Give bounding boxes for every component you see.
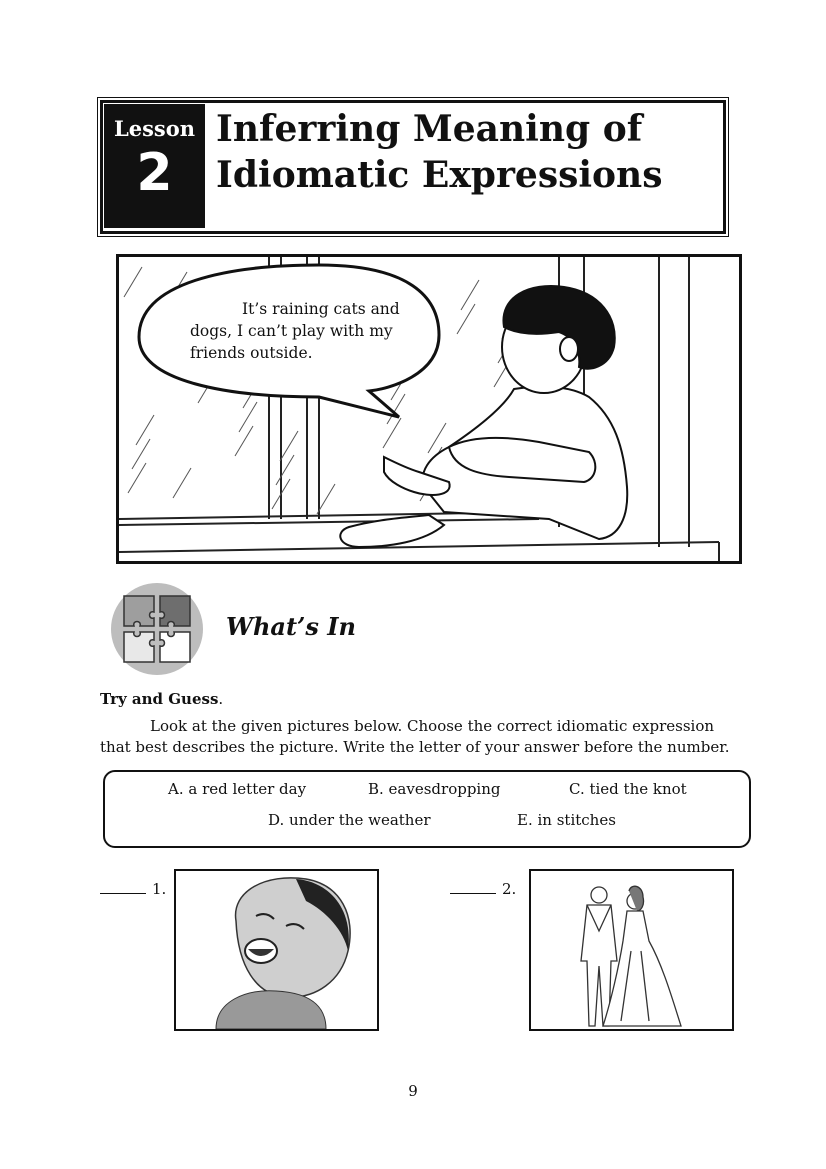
item-number: 1. (152, 880, 167, 898)
choice-b: B. eavesdropping (368, 780, 501, 798)
activity-title: Try and Guess. (100, 690, 224, 708)
choice-d: D. under the weather (268, 811, 431, 829)
laughing-child-picture (174, 869, 379, 1031)
choice-e: E. in stitches (517, 811, 616, 829)
choice-a: A. a red letter day (168, 780, 307, 798)
speech-line-1: It’s raining cats and (242, 300, 400, 318)
item-number: 2. (502, 880, 517, 898)
wedding-couple-picture (529, 869, 734, 1031)
answer-blank-1[interactable] (100, 880, 166, 898)
speech-line-2: dogs, I can’t play with my (190, 322, 393, 340)
lesson-title: Inferring Meaning of Idiomatic Expressions (216, 108, 663, 196)
speech-line-3: friends outside. (190, 344, 313, 362)
lesson-number: 2 (136, 143, 173, 203)
lesson-badge (104, 104, 208, 228)
lesson-label: Lesson (113, 116, 196, 141)
activity-instructions: Look at the given pictures below. Choose the correct idiomatic expression that best describes the picture. Write the letter of your answer before the number. (100, 717, 730, 756)
puzzle-icon (110, 582, 204, 676)
page-number: 9 (408, 1082, 418, 1100)
answer-blank-2[interactable] (450, 880, 516, 898)
speech-bubble-text (190, 298, 430, 364)
choice-c: C. tied the knot (569, 780, 687, 798)
section-title: What’s In (226, 612, 356, 641)
